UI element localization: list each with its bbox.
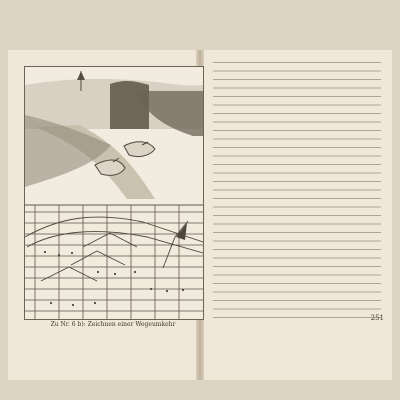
right-page-text-block	[213, 62, 381, 324]
illustration	[24, 66, 204, 320]
figure-caption: Zu Nr. 6 b): Zeichnen einer Wegeumkehr	[50, 321, 176, 328]
illustration-drawing	[25, 67, 203, 319]
page-number: 251	[370, 314, 384, 322]
